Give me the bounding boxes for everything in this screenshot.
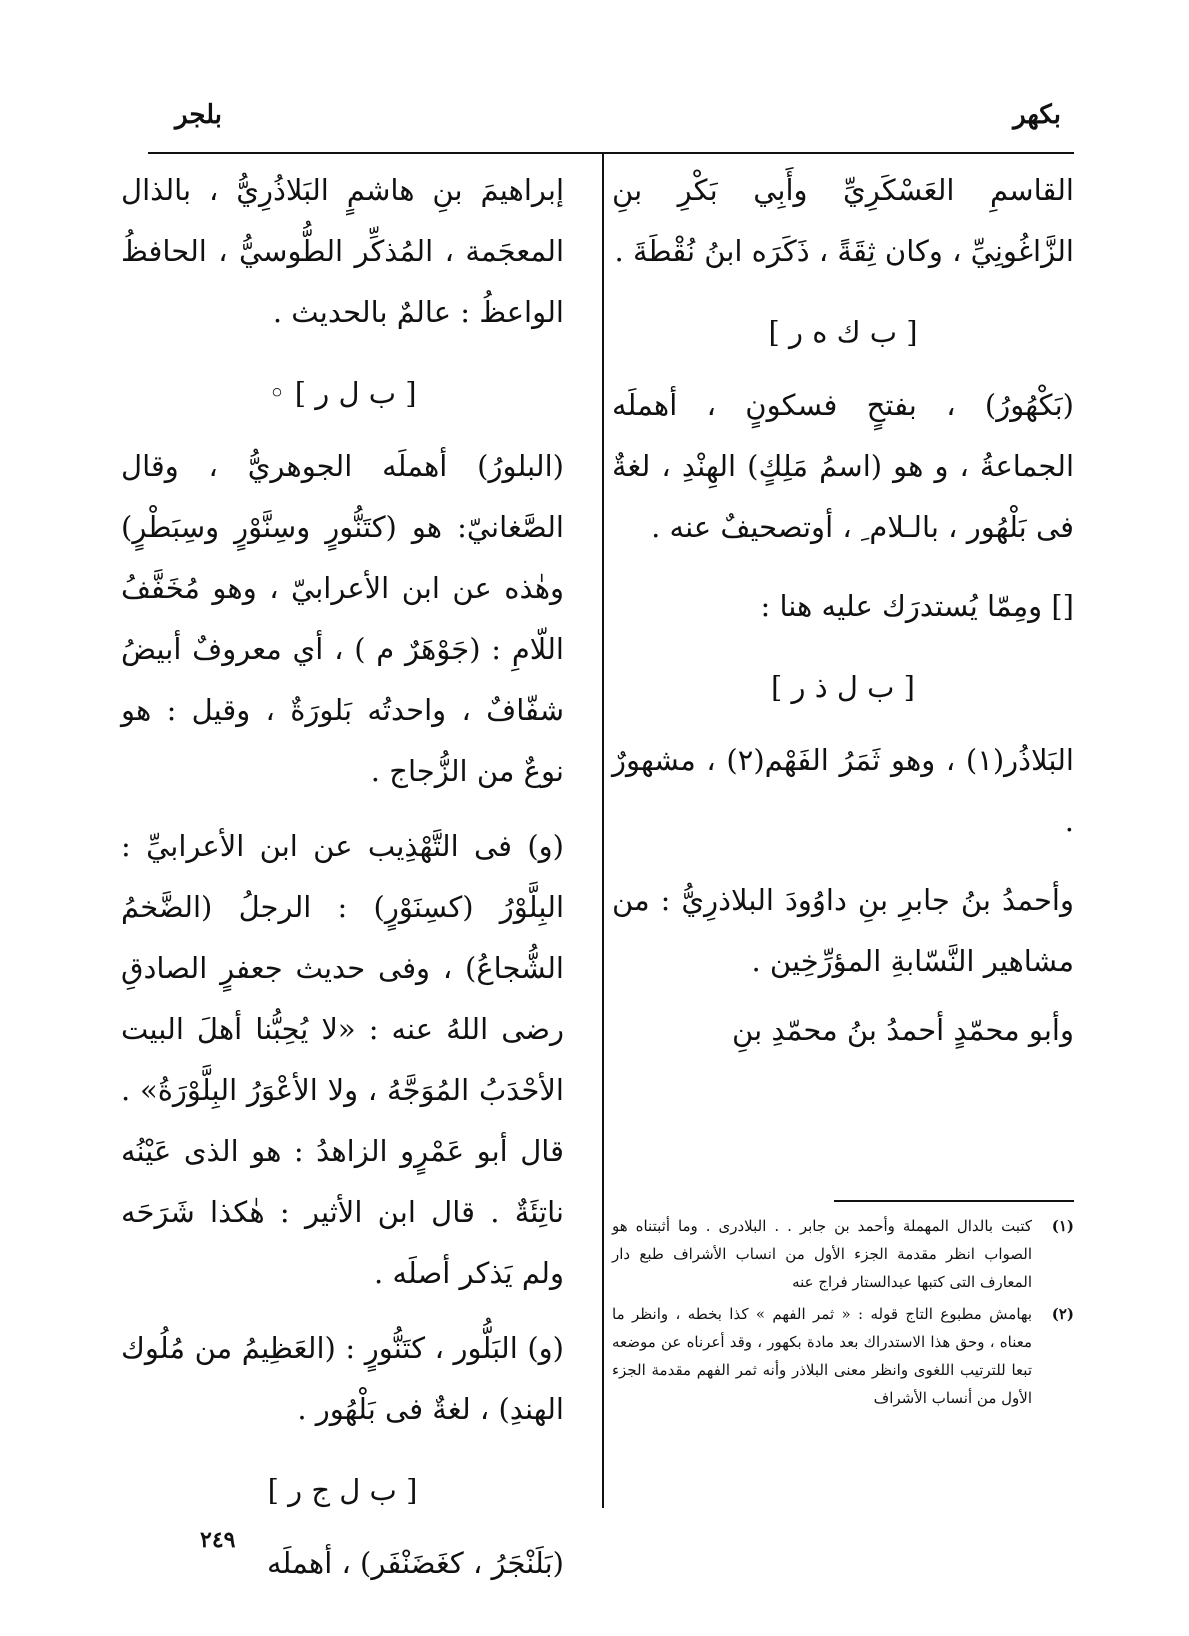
- footnote: [612, 1212, 1074, 1296]
- header-right-word: بكهر: [1013, 100, 1061, 130]
- entry-paragraph: القاسمِ العَسْكَرِيِّ وأَبِي بَكْرِ بنِ الزَّاغُونِيِّ ، وكان ثِقَةً ، ذَكَرَه ابنُ نُقْطَةَ .: [612, 173, 1074, 268]
- header-left-word: بلجر: [175, 100, 222, 130]
- entry-paragraph: إبراهيمَ بنِ هاشمٍ البَلاذُرِيُّ ، بالذال المعجَمة ، المُذكِّر الطُّوسيُّ ، الحافظُ الواعظُ : عالمٌ بالحديث .: [121, 173, 564, 329]
- entry-paragraph: (بَلَنْجَرُ ، كغَضَنْفَر) ، أهملَه: [267, 1546, 564, 1580]
- footnote-text: بهامش مطبوع التاج قوله : « ثمر الفهم » كذا بخطه ، وانظر ما معناه ، وحق هذا الاستدراك بعد مادة بكهور ، وقد أعرناه عن موضعه تبعا للترتيب اللغوى وانظر معنى البلاذر وأنه ثمر الفهم مقدمة الجزء الأول من أنساب الأشراف: [612, 1305, 1032, 1407]
- entry-paragraph: [] ومِمّا يُستدرَك عليه هنا :: [760, 589, 1074, 623]
- right-column: [612, 160, 1074, 1061]
- footnotes: [612, 1212, 1074, 1416]
- root-heading-bldhr: [ ب ل ذ ر ]: [770, 670, 915, 704]
- footnote: [612, 1300, 1074, 1412]
- root-heading-bkhr: [ ب ك ه ر ]: [768, 315, 918, 349]
- page-number: ٢٤٩: [200, 1527, 236, 1553]
- entry-paragraph: (و) البَلُّور ، كتَنُّورٍ : (العَظِيمُ من مُلُوك الهندِ) ، لغةٌ فى بَلْهُور .: [121, 1331, 564, 1426]
- entry-paragraph: البَلاذُر(١) ، وهو ثَمَرُ الفَهْم(٢) ، مشهورٌ .: [612, 743, 1074, 838]
- footnote-number: (٢): [1051, 1305, 1074, 1323]
- left-column: [121, 160, 564, 1594]
- entry-paragraph: (البلورُ) أهملَه الجوهريُّ ، وقال الصَّغانيّ: هو (كتَنُّورٍ وسِنَّوْرٍ وسِبَطْرٍ) وهٰذه عن ابن الأعرابيّ ، وهو مُخَفَّفُ اللّامِ : (جَوْهَرٌ م ) ، أي معروفٌ أبيضُ شفّافٌ ، واحدتُه بَلورَةٌ ، وقيل : هو نوعٌ من الزُّجاج .: [121, 449, 564, 788]
- footnote-number: (١): [1051, 1217, 1074, 1235]
- entry-paragraph: (بَكْهُورُ) ، بفتحٍ فسكونٍ ، أهملَه الجماعةُ ، و هو (اسمُ مَلِكٍ) الهِنْدِ ، لغةٌ فى بَلْهُور ، بالـلام ِ ، أوتصحيفٌ عنه .: [612, 388, 1074, 544]
- entry-paragraph: (و) فى التَّهْذِيب عن ابن الأعرابيِّ : البِلَّوْرُ (كسِنَوْرٍ) : الرجلُ (الضَّخمُ الشُّجاعُ) ، وفى حديث جعفرٍ الصادقِ رضى اللهُ عنه : «لا يُحِبُّنا أهلَ البيت الأحْدَبُ المُوَجَّهُ ، ولا الأعْوَرُ البِلَّوْرَةُ» . قال أبو عَمْرٍو الزاهدُ : هو الذى عَيْنُه ناتِئَةٌ . قال ابن الأثير : هٰكذا شَرَحَه ولم يَذكر أصلَه .: [121, 829, 564, 1290]
- entry-paragraph: وأبو محمّدٍ أحمدُ بنُ محمّدِ بنِ: [732, 1013, 1074, 1047]
- header-rule: [148, 152, 1074, 154]
- entry-paragraph: وأحمدُ بنُ جابرِ بنِ داوُودَ البلاذرِيُّ : من مشاهير النَّسّابةِ المؤرِّخِين .: [612, 883, 1074, 978]
- root-heading-blr: [ ب ل ر ] ◦: [268, 376, 417, 410]
- root-heading-bljr: [ ب ل ج ر ]: [267, 1473, 418, 1507]
- footnote-text: كتبت بالدال المهملة وأحمد بن جابر . . البلادرى . وما أثبتناه هو الصواب انظر مقدمة الجزء الأول من انساب الأشراف طبع دار المعارف التى كتبها عبدالستار فراج عنه: [612, 1217, 1032, 1291]
- column-divider: [602, 153, 604, 1508]
- footnote-rule: [834, 1200, 1074, 1202]
